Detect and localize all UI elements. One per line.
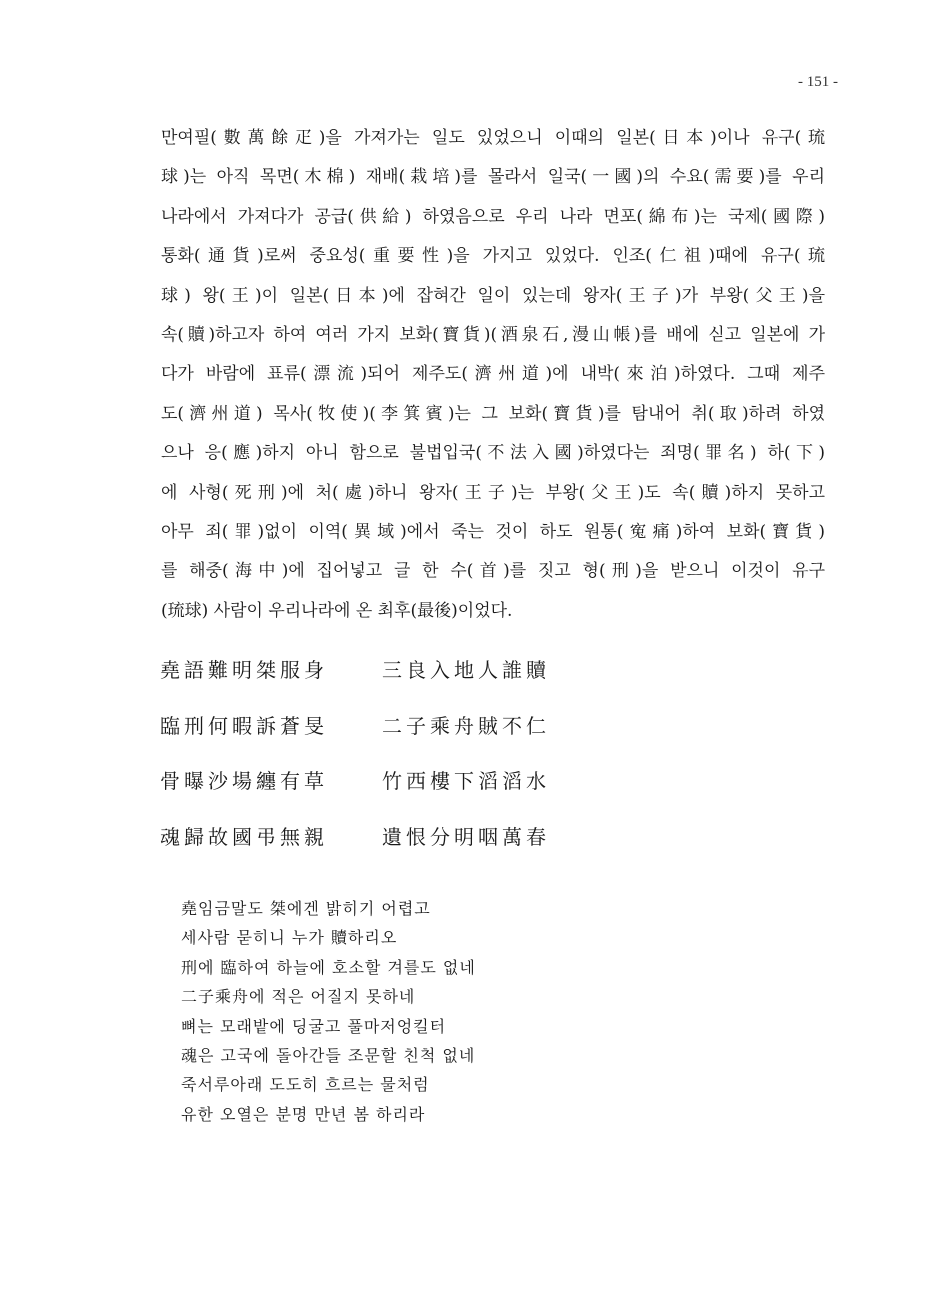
verse-first-half: 臨刑何暇訴蒼旻 <box>160 713 328 738</box>
body-line: 球)는 아직 목면(木棉) 재배(栽培)를 몰라서 일국(一國)의 수요(需要)를 우리 <box>161 167 825 188</box>
poem-verse <box>160 712 580 768</box>
body-line: 다가 바람에 표류(漂流)되어 제주도(濟州道)에 내박(來泊)하였다. 그때 제주 <box>161 364 825 385</box>
verse-first-half: 骨曝沙場纏有草 <box>160 769 328 793</box>
body-text <box>161 123 825 635</box>
body-line: (琉球) 사람이 우리나라에 온 최후(最後)이었다. <box>161 600 513 621</box>
classical-poem <box>160 656 580 878</box>
translation-line: 堯임금말도 桀에겐 밝히기 어렵고 <box>181 899 431 918</box>
body-line: 만여필(數萬餘疋)을 가져가는 일도 있었으니 이때의 일본(日本)이나 유구(琉 <box>161 128 825 148</box>
translation-line: 세사람 묻히니 누가 贖하리오 <box>181 928 398 948</box>
poem-translation <box>181 897 601 1132</box>
verse-second-half: 二子乘舟賊不仁 <box>382 713 550 738</box>
verse-second-half: 竹西樓下滔滔水 <box>382 769 550 793</box>
body-line: 에 사형(死刑)에 처(處)하니 왕자(王子)는 부왕(父王)도 속(贖)하지 못하고 <box>161 482 825 503</box>
page-number: - 151 - <box>798 74 838 90</box>
verse-second-half: 遺恨分明咽萬春 <box>382 824 550 849</box>
verse-first-half: 魂歸故國弔無親 <box>160 824 328 849</box>
body-line: 도(濟州道) 목사(牧使)(李箕賓)는 그 보화(寶貨)를 탐내어 취(取)하려 하였 <box>161 403 825 424</box>
translation-line: 죽서루아래 도도히 흐르는 물처럼 <box>181 1075 430 1095</box>
body-line: 球) 왕(王)이 일본(日本)에 잡혀간 일이 있는데 왕자(王子)가 부왕(父王)을 <box>161 285 825 306</box>
translation-line: 二子乘舟에 적은 어질지 못하네 <box>181 987 416 1007</box>
verse-first-half: 堯語難明桀服身 <box>160 658 328 682</box>
body-line: 통화(通貨)로써 중요성(重要性)을 가지고 있었다. 인조(仁祖)때에 유구(琉 <box>161 246 825 267</box>
verse-second-half: 三良入地人誰贖 <box>382 658 550 682</box>
body-line: 나라에서 가져다가 공급(供給) 하였음으로 우리 나라 면포(綿布)는 국제(國際) <box>161 206 825 227</box>
body-line: 를 해중(海中)에 집어넣고 글 한 수(首)를 짓고 형(刑)을 받으니 이것이 유구 <box>161 561 825 582</box>
translation-line: 뼈는 모래밭에 딩굴고 풀마저엉킬터 <box>181 1016 447 1036</box>
poem-verse <box>160 823 580 879</box>
body-line: 속(贖)하고자 하여 여러 가지 보화(寶貨)(酒泉石,漫山帳)를 배에 싣고 일본에 가 <box>161 324 825 345</box>
translation-line: 魂은 고국에 돌아간들 조문할 친척 없네 <box>181 1045 476 1065</box>
body-line: 으나 응(應)하지 아니 함으로 불법입국(不法入國)하였다는 죄명(罪名) 하(下) <box>161 443 825 464</box>
poem-verse <box>160 767 580 823</box>
translation-line: 유한 오열은 분명 만년 봄 하리라 <box>181 1104 426 1124</box>
poem-verse <box>160 656 580 712</box>
body-line: 아무 죄(罪)없이 이역(異域)에서 죽는 것이 하도 원통(寃痛)하여 보화(寶貨) <box>161 521 825 542</box>
translation-line: 刑에 臨하여 하늘에 호소할 겨를도 없네 <box>181 957 476 977</box>
